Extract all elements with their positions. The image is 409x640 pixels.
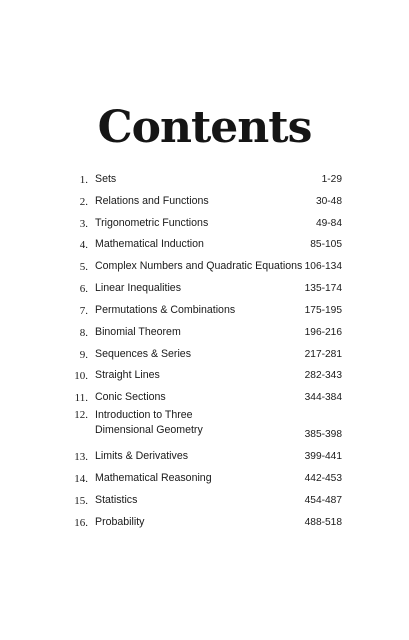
page-range: 30-48 — [315, 195, 342, 207]
page-range: 49-84 — [315, 217, 342, 229]
page-range: 106-134 — [304, 261, 342, 273]
chapter-title: Relations and Functions — [95, 194, 209, 207]
toc-entry — [62, 210, 342, 232]
chapter-number: 4. — [79, 239, 88, 252]
page-title: Contents — [97, 102, 312, 153]
toc-entry — [62, 443, 342, 465]
toc-entry — [62, 509, 342, 531]
chapter-number: 13. — [74, 451, 88, 464]
toc-entry — [62, 188, 342, 210]
chapter-title: Trigonometric Functions — [95, 216, 209, 229]
chapter-number: 8. — [79, 326, 88, 339]
chapter-number: 5. — [79, 261, 88, 274]
page-range: 399-441 — [304, 451, 342, 463]
page-range: 217-281 — [304, 348, 342, 360]
toc-entry — [62, 384, 342, 406]
chapter-title — [95, 408, 305, 438]
toc-entry — [62, 166, 342, 188]
page-range: 385-398 — [304, 429, 342, 441]
chapter-number: 6. — [79, 283, 88, 296]
toc-entry — [62, 297, 342, 319]
page-range: 1-29 — [321, 173, 342, 185]
chapter-number: 11. — [74, 392, 88, 405]
page-range: 175-195 — [304, 304, 342, 316]
toc-entry — [62, 465, 342, 487]
chapter-number: 2. — [79, 195, 88, 208]
toc-entry — [62, 275, 342, 297]
chapter-title: Complex Numbers and Quadratic Equations — [95, 260, 303, 273]
chapter-title-line: Introduction to Three — [95, 409, 193, 422]
toc-entry — [62, 341, 342, 363]
chapter-number: 12. — [74, 409, 88, 422]
chapter-title: Mathematical Reasoning — [95, 471, 212, 484]
chapter-title: Limits & Derivatives — [95, 450, 189, 463]
chapter-title: Straight Lines — [95, 369, 160, 382]
toc-entry — [62, 363, 342, 385]
toc-entry — [62, 487, 342, 509]
toc-entry — [62, 253, 342, 275]
page-range: 442-453 — [304, 472, 342, 484]
chapter-number: 1. — [79, 173, 88, 186]
page-range: 454-487 — [304, 494, 342, 506]
chapter-number: 7. — [79, 304, 88, 317]
chapter-title: Probability — [95, 515, 145, 528]
toc-entry — [62, 319, 342, 341]
page-range: 488-518 — [304, 516, 342, 528]
page-range: 282-343 — [304, 370, 342, 382]
chapter-title: Sets — [95, 172, 117, 185]
chapter-title: Statistics — [95, 493, 138, 506]
chapter-number: 10. — [74, 370, 88, 383]
page-range: 85-105 — [310, 239, 342, 251]
page-range: 135-174 — [304, 283, 342, 295]
chapter-title: Mathematical Induction — [95, 238, 204, 251]
chapter-number: 3. — [79, 217, 88, 230]
toc-entry — [62, 406, 342, 443]
table-of-contents — [62, 166, 342, 531]
page-range: 344-384 — [304, 392, 342, 404]
chapter-title: Binomial Theorem — [95, 325, 181, 338]
chapter-number: 9. — [79, 348, 88, 361]
chapter-number: 14. — [74, 472, 88, 485]
chapter-title: Conic Sections — [95, 391, 166, 404]
chapter-number: 16. — [74, 516, 88, 529]
toc-entry — [62, 232, 342, 254]
chapter-title: Linear Inequalities — [95, 282, 181, 295]
chapter-title-line: Dimensional Geometry — [95, 424, 203, 437]
chapter-title: Permutations & Combinations — [95, 303, 236, 316]
chapter-number: 15. — [74, 494, 88, 507]
page-range: 196-216 — [304, 326, 342, 338]
chapter-title: Sequences & Series — [95, 347, 191, 360]
